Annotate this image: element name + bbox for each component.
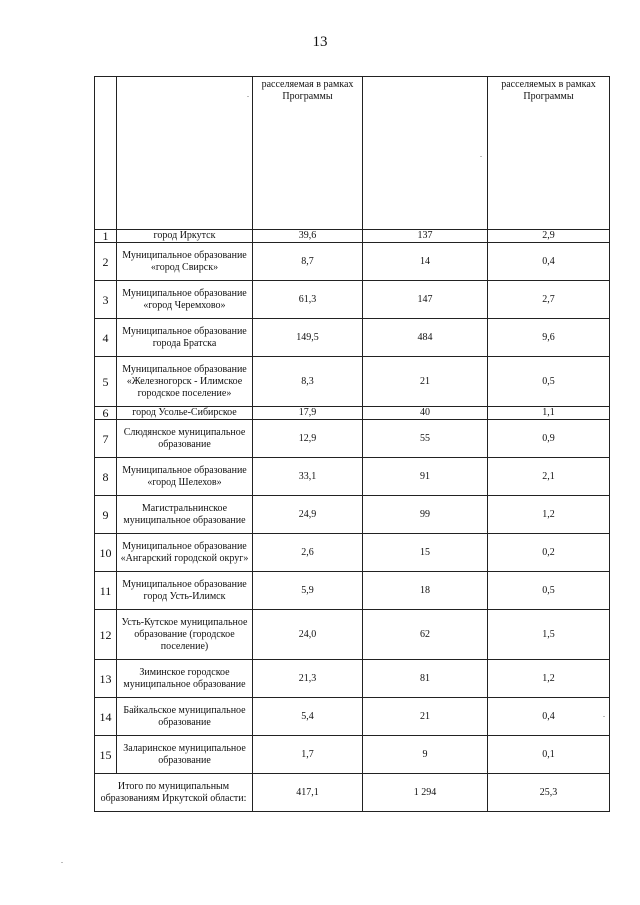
residents-value: 91 <box>363 458 488 496</box>
header-cell-area: расселяемая в рамках Программы <box>253 77 363 230</box>
residents-value: 137 <box>363 230 488 243</box>
table-row <box>95 698 610 736</box>
municipality-name: Магистральнинское муниципальное образование <box>117 496 253 534</box>
area-value: 24,0 <box>253 610 363 660</box>
row-number: 6 <box>95 407 117 420</box>
table-row <box>95 420 610 458</box>
houses-value: 0,5 <box>488 572 610 610</box>
residents-value: 62 <box>363 610 488 660</box>
houses-value: 0,1 <box>488 736 610 774</box>
table-row <box>95 458 610 496</box>
row-number: 5 <box>95 357 117 407</box>
area-value: 61,3 <box>253 281 363 319</box>
scan-speck <box>480 156 482 157</box>
row-number: 10 <box>95 534 117 572</box>
table-row <box>95 610 610 660</box>
table-row <box>95 319 610 357</box>
area-value: 39,6 <box>253 230 363 243</box>
municipality-name: Муниципальное образование «город Черемхово» <box>117 281 253 319</box>
total-houses: 25,3 <box>488 774 610 812</box>
row-number: 13 <box>95 660 117 698</box>
row-number: 7 <box>95 420 117 458</box>
houses-value: 1,2 <box>488 496 610 534</box>
houses-value: 2,7 <box>488 281 610 319</box>
houses-value: 2,1 <box>488 458 610 496</box>
table-row <box>95 660 610 698</box>
page-number: 13 <box>312 34 328 50</box>
municipality-name: Байкальское муниципальное образование <box>117 698 253 736</box>
municipality-name: Заларинское муниципальное образование <box>117 736 253 774</box>
area-value: 12,9 <box>253 420 363 458</box>
header-cell-name <box>117 77 253 230</box>
table-row <box>95 534 610 572</box>
municipality-name: Усть-Кутское муниципальное образование (городское поселение) <box>117 610 253 660</box>
residents-value: 14 <box>363 243 488 281</box>
municipality-name: город Иркутск <box>117 230 253 243</box>
houses-value: 0,9 <box>488 420 610 458</box>
total-residents: 1 294 <box>363 774 488 812</box>
houses-value: 1,2 <box>488 660 610 698</box>
municipality-name: город Усолье-Сибирское <box>117 407 253 420</box>
row-number: 2 <box>95 243 117 281</box>
area-value: 21,3 <box>253 660 363 698</box>
table-header-row <box>95 77 610 230</box>
houses-value: 1,1 <box>488 407 610 420</box>
area-value: 1,7 <box>253 736 363 774</box>
residents-value: 21 <box>363 698 488 736</box>
area-value: 5,9 <box>253 572 363 610</box>
residents-value: 15 <box>363 534 488 572</box>
area-value: 5,4 <box>253 698 363 736</box>
table-row <box>95 496 610 534</box>
table-row <box>95 736 610 774</box>
row-number: 11 <box>95 572 117 610</box>
residents-value: 55 <box>363 420 488 458</box>
residents-value: 9 <box>363 736 488 774</box>
table-row <box>95 230 610 243</box>
row-number: 15 <box>95 736 117 774</box>
residents-value: 81 <box>363 660 488 698</box>
total-label: Итого по муниципальным образованиям Иркутской области: <box>95 774 253 812</box>
area-value: 8,3 <box>253 357 363 407</box>
residents-value: 484 <box>363 319 488 357</box>
houses-value: 0,4 <box>488 243 610 281</box>
scan-speck <box>61 862 63 863</box>
houses-value: 9,6 <box>488 319 610 357</box>
scan-speck <box>603 716 605 717</box>
houses-value: 0,4 <box>488 698 610 736</box>
scan-speck <box>247 96 249 97</box>
row-number: 9 <box>95 496 117 534</box>
table-row <box>95 572 610 610</box>
resettlement-table <box>94 76 610 812</box>
residents-value: 99 <box>363 496 488 534</box>
row-number: 12 <box>95 610 117 660</box>
houses-value: 2,9 <box>488 230 610 243</box>
area-value: 24,9 <box>253 496 363 534</box>
row-number: 14 <box>95 698 117 736</box>
residents-value: 147 <box>363 281 488 319</box>
row-number: 4 <box>95 319 117 357</box>
header-cell-count: расселяемых в рамках Программы <box>488 77 610 230</box>
residents-value: 21 <box>363 357 488 407</box>
municipality-name: Муниципальное образование «Железногорск - Илимское городское поселение» <box>117 357 253 407</box>
row-number: 3 <box>95 281 117 319</box>
residents-value: 18 <box>363 572 488 610</box>
municipality-name: Муниципальное образование «Ангарский городской округ» <box>117 534 253 572</box>
row-number: 1 <box>95 230 117 243</box>
municipality-name: Муниципальное образование «город Свирск» <box>117 243 253 281</box>
municipality-name: Муниципальное образование город Усть-Илимск <box>117 572 253 610</box>
municipality-name: Муниципальное образование «город Шелехов» <box>117 458 253 496</box>
area-value: 2,6 <box>253 534 363 572</box>
row-number: 8 <box>95 458 117 496</box>
table-row <box>95 357 610 407</box>
municipality-name: Слюдянское муниципальное образование <box>117 420 253 458</box>
area-value: 149,5 <box>253 319 363 357</box>
header-cell-number <box>95 77 117 230</box>
houses-value: 0,5 <box>488 357 610 407</box>
total-area: 417,1 <box>253 774 363 812</box>
area-value: 33,1 <box>253 458 363 496</box>
table-row <box>95 281 610 319</box>
houses-value: 0,2 <box>488 534 610 572</box>
houses-value: 1,5 <box>488 610 610 660</box>
residents-value: 40 <box>363 407 488 420</box>
municipality-name: Муниципальное образование города Братска <box>117 319 253 357</box>
table-row <box>95 407 610 420</box>
total-row <box>95 774 610 812</box>
municipality-name: Зиминское городское муниципальное образование <box>117 660 253 698</box>
area-value: 17,9 <box>253 407 363 420</box>
area-value: 8,7 <box>253 243 363 281</box>
table-row <box>95 243 610 281</box>
header-cell-people <box>363 77 488 230</box>
